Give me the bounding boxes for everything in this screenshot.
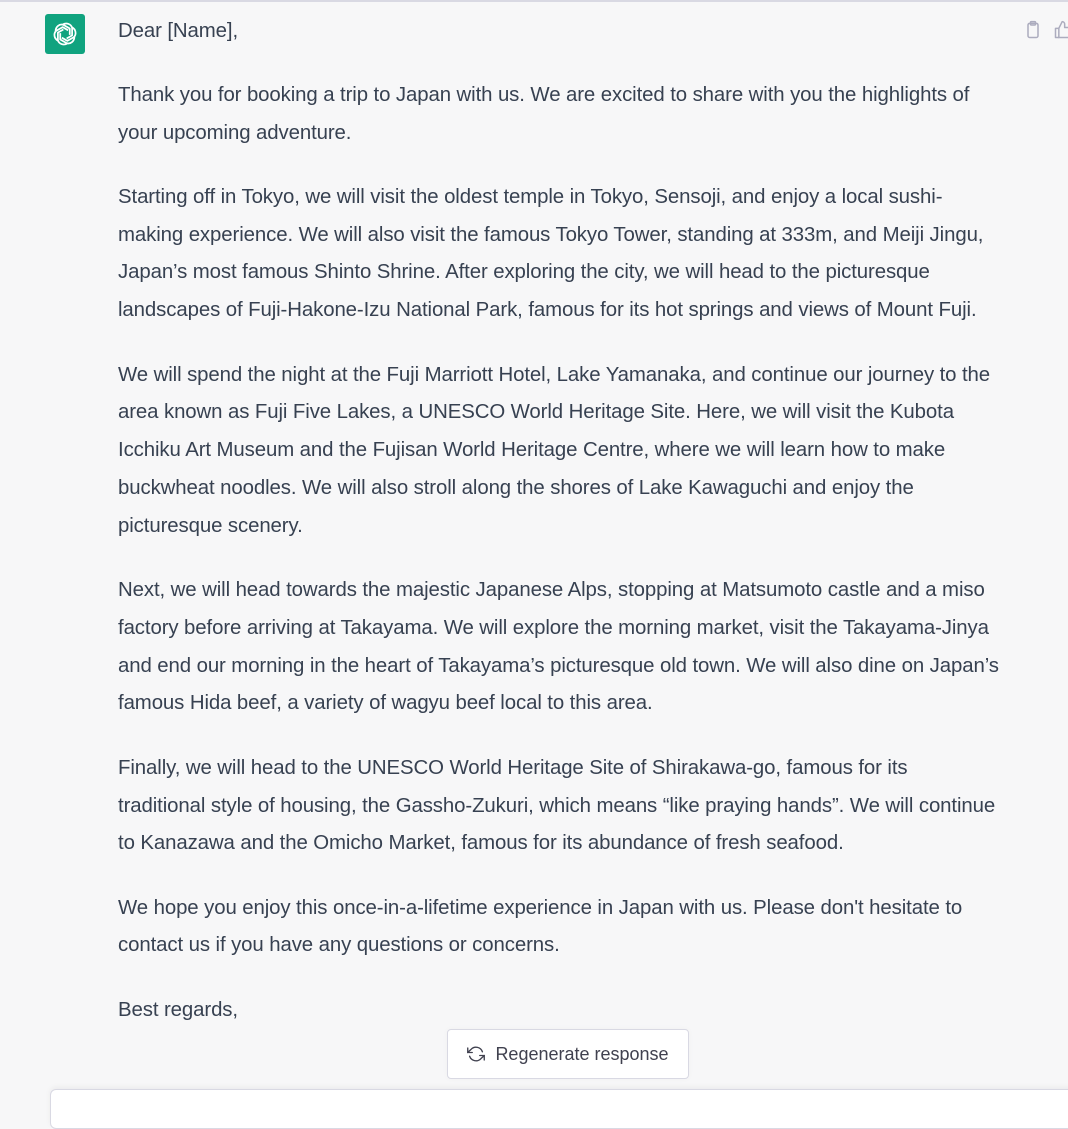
closing: Best regards, <box>118 998 238 1021</box>
greeting: Dear [Name], <box>118 20 239 42</box>
paragraph: Finally, we will head to the UNESCO World Heritage Site of Shirakawa-go, famous for its traditional style of housing, the Gassho-Zukuri, which means “like praying hands”. We will continue to Kanazawa and the Omicho Market, famous for its abundance of fresh seafood. <box>118 756 996 855</box>
message-content <box>118 13 1000 1056</box>
refresh-icon <box>467 1045 485 1063</box>
paragraph: We will spend the night at the Fuji Marriott Hotel, Lake Yamanaka, and continue our journey to the area known as Fuji Five Lakes, a UNESCO World Heritage Site. Here, we will visit the Kubota Icchiku Art Museum and the Fujisan World Heritage Centre, where we will learn how to make buckwheat noodles. We will also stroll along the shores of Lake Kawaguchi and enjoy the picturesque scenery. <box>118 363 991 537</box>
openai-logo-icon <box>45 14 85 54</box>
paragraph: Thank you for booking a trip to Japan with us. We are excited to share with you the highlights of your upcoming adventure. <box>118 83 970 144</box>
regenerate-label: Regenerate response <box>495 1043 669 1064</box>
paragraph: Starting off in Tokyo, we will visit the oldest temple in Tokyo, Sensoji, and enjoy a local sushi-making experience. We will also visit the famous Tokyo Tower, standing at 333m, and Meiji Jingu, Japan’s most famous Shinto Shrine. After exploring the city, we will head to the picturesque landscapes of Fuji-Hakone-Izu National Park, famous for its hot springs and views of Mount Fuji. <box>118 185 984 322</box>
message-actions <box>1008 18 1068 44</box>
message-input[interactable] <box>50 1089 1068 1129</box>
regenerate-response-button[interactable] <box>447 1029 689 1079</box>
assistant-message <box>0 2 1068 1096</box>
paragraph: Next, we will head towards the majestic Japanese Alps, stopping at Matsumoto castle and a miso factory before arriving at Takayama. We will explore the morning market, visit the Takayama-Jinya and end our morning in the heart of Takayama’s picturesque old town. We will also dine on Japan’s famous Hida beef, a variety of wagyu beef local to this area. <box>118 579 999 715</box>
thumbs-up-icon <box>1053 20 1068 40</box>
clipboard-icon <box>1023 20 1043 40</box>
thumbs-up-button[interactable] <box>1052 18 1068 42</box>
paragraph: We hope you enjoy this once-in-a-lifetime experience in Japan with us. Please don't hesitate to contact us if you have any questions or concerns. <box>118 896 963 957</box>
copy-button[interactable] <box>1022 18 1044 42</box>
